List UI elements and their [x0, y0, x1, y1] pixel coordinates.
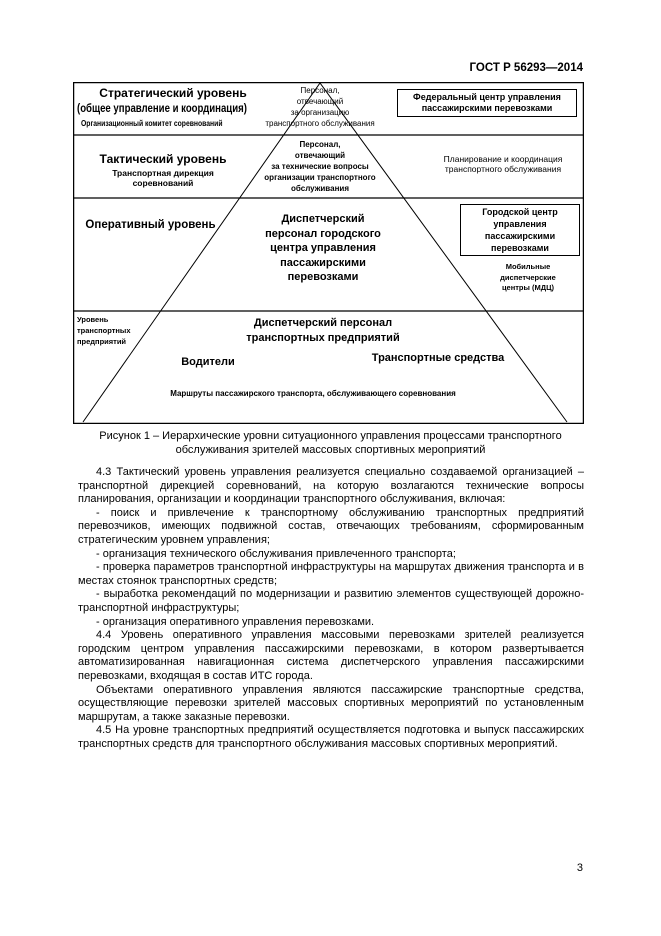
paragraph: 4.4 Уровень оперативного управления массовыми перевозками зрителей реализуется городским центром управления пассажирскими перевозками, в котором развертывается автоматизированная навигационная система диспетчерского управления пассажирскими перевозками, входящая в состав ИТС города.	[78, 629, 584, 682]
federal-center-box: Федеральный центр управления пассажирскими перевозками	[397, 89, 577, 117]
strategic-staff: Персонал, отвечающий за организацию транспортного обслуживания	[265, 86, 375, 128]
strategic-org: Организационный комитет соревнований	[81, 118, 223, 128]
enterprise-level-title: Уровень транспортных предприятий	[77, 315, 131, 346]
paragraph: 4.3 Тактический уровень управления реализуется специально создаваемой организацией – транспортной дирекцией соревнований, на которую возлагаются технические вопросы планирования, организации и координации транспортного обслуживания, включая:	[78, 466, 584, 506]
list-item: - организация технического обслуживания привлеченного транспорта;	[96, 547, 456, 560]
routes: Маршруты пассажирского транспорта, обслуживающего соревнования	[170, 389, 456, 398]
tactical-staff: Персонал, отвечающий за технические вопросы организации транспортного обслуживания	[264, 140, 376, 193]
standard-number: ГОСТ Р 56293—2014	[469, 62, 583, 74]
city-center-box: Городской центр управления пассажирскими перевозками	[460, 204, 580, 256]
hierarchy-diagram	[73, 82, 584, 424]
list-item: - выработка рекомендаций по модернизации и развитию элементов существующей дорожно-транспортной инфраструктуры;	[78, 588, 584, 614]
list-item: - организация оперативного управления перевозками.	[96, 615, 375, 628]
vehicles: Транспортные средства	[371, 352, 505, 364]
strategic-level-subtitle: (общее управление и координация)	[77, 101, 247, 115]
body-text	[78, 466, 584, 751]
list-item: - поиск и привлечение к транспортному обслуживанию транспортных предприятий перевозчиков, имеющих подвижной состав, отвечающих требованиям, сформированным стратегическим уровнем управления;	[78, 506, 584, 546]
drivers: Водители	[181, 356, 235, 368]
figure-caption: Рисунок 1 – Иерархические уровни ситуационного управления процессами транспортного обслуживания зрителей массовых спортивных мероприятий	[99, 430, 562, 456]
paragraph: Объектами оперативного управления являются пассажирские транспортные средства, осуществляющие перевозки зрителей массовых спортивных мероприятий по установленным маршрутам, а также заказные перевозки.	[78, 683, 584, 723]
paragraph: 4.5 На уровне транспортных предприятий осуществляется подготовка и выпуск пассажирских транспортных средств для транспортного обслуживания массовых спортивных мероприятий.	[78, 724, 584, 750]
tactical-right: Планирование и координация транспортного обслуживания	[443, 154, 563, 175]
enterprise-staff: Диспетчерский персонал транспортных предприятий	[246, 317, 400, 344]
operative-level-title: Оперативный уровень	[85, 219, 216, 231]
page-number: 3	[576, 862, 583, 874]
mobile-centers: Мобильные диспетчерские центры (МДЦ)	[500, 262, 556, 292]
tactical-level-title: Тактический уровень	[99, 152, 227, 166]
strategic-level-title: Стратегический уровень	[99, 86, 247, 100]
operative-staff: Диспетчерский персонал городского центра управления пассажирскими перевозками	[265, 213, 381, 283]
tactical-org: Транспортная дирекция соревнований	[112, 168, 214, 189]
list-item: - проверка параметров транспортной инфраструктуры на маршрутах движения транспорта и в местах стоянок транспортных средств;	[78, 561, 584, 587]
